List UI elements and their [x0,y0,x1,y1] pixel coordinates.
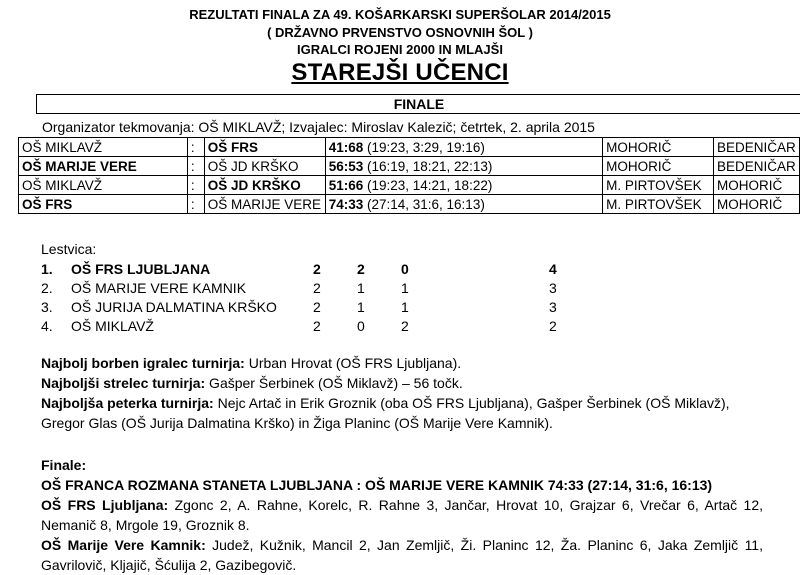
standing-wins: 0 [357,317,365,334]
final-team2-players: Judež, Kužnik, Mancil 2, Jan Zemljič, Ži. Planinc 12, Ža. Planinc 6, Jaka Zemljič 11, Gavrilovič, Kljajič, Šćulija 2, Gazibegovič. [41,537,763,573]
game-separator: : [187,195,204,214]
game-referee-1: MOHORIČ [603,157,714,176]
game-referee-2: BEDENIČAR [713,157,799,176]
standing-rank: 3. [41,298,53,315]
standing-wins: 1 [357,298,365,315]
game-row [19,195,800,214]
standing-team: OŠ FRS LJUBLJANA [71,260,211,277]
game-referee-2: MOHORIČ [713,176,799,195]
standing-rank: 2. [41,279,53,296]
game-referee-1: MOHORIČ [603,138,714,157]
standing-losses: 2 [401,317,409,334]
final-team2 [41,535,763,575]
game-referee-2: MOHORIČ [713,195,799,214]
game-home-team: OŠ MARIJE VERE [19,157,188,176]
award-five-value: Nejc Artač in Erik Groznik (oba OŠ FRS Ljubljana), Gašper Šerbinek (OŠ Miklavž), Gregor Glas (OŠ Jurija Dalmatina Krško) in Žiga Planinc (OŠ Marije Vere Kamnik). [41,395,730,431]
standing-row [41,278,569,297]
standing-games: 2 [313,317,321,334]
award-fighter-value: Urban Hrovat (OŠ FRS Ljubljana). [244,355,462,371]
header-line-2: ( DRŽAVNO PRVENSTVO OSNOVNIH ŠOL ) [267,25,533,40]
standing-wins: 2 [357,260,365,277]
standing-games: 2 [313,279,321,296]
final-game-section [41,455,763,575]
award-scorer [41,373,761,393]
final-team1-label: OŠ FRS Ljubljana: [41,497,169,513]
game-home-team: OŠ MIKLAVŽ [19,138,188,157]
game-result [325,195,602,214]
games-table [18,137,800,214]
game-quarters: (16:19, 18:21, 22:13) [366,158,493,174]
page-title: STAREJŠI UČENCI [291,59,509,86]
game-quarters: (19:23, 14:21, 18:22) [366,177,493,193]
standing-points: 4 [549,260,557,277]
header-line-3: IGRALCI ROJENI 2000 IN MLAJŠI [297,42,503,57]
standing-points: 3 [549,279,557,296]
standing-losses: 0 [401,260,409,277]
game-score: 56:53 [328,158,364,174]
game-separator: : [187,176,204,195]
game-quarters: (27:14, 31:6, 16:13) [366,196,485,212]
award-fighter-label: Najbolj borben igralec turnirja: [41,355,245,371]
final-team1 [41,495,763,535]
award-five [41,393,761,433]
game-score: 51:66 [328,177,364,193]
game-away-team: OŠ FRS [204,138,325,157]
game-referee-2: BEDENIČAR [713,138,799,157]
standing-points: 2 [549,317,557,334]
header-line-1: REZULTATI FINALA ZA 49. KOŠARKARSKI SUPERŠOLAR 2014/2015 [189,7,611,22]
award-five-label: Najboljša peterka turnirja: [41,395,214,411]
game-score: 41:68 [328,139,364,155]
game-result [325,138,602,157]
final-team2-label: OŠ Marije Vere Kamnik: [41,537,206,553]
game-result [325,176,602,195]
standings-table [41,259,569,335]
game-separator: : [187,157,204,176]
game-referee-1: M. PIRTOVŠEK [603,176,714,195]
game-result [325,157,602,176]
standing-team: OŠ JURIJA DALMATINA KRŠKO [71,298,277,315]
standing-rank: 1. [41,260,53,277]
game-row [19,176,800,195]
game-quarters: (19:23, 3:29, 19:16) [366,139,485,155]
game-home-team: OŠ MIKLAVŽ [19,176,188,195]
game-away-team: OŠ JD KRŠKO [204,176,325,195]
standing-losses: 1 [401,298,409,315]
standing-games: 2 [313,260,321,277]
game-row [19,138,800,157]
standing-losses: 1 [401,279,409,296]
game-referee-1: M. PIRTOVŠEK [603,195,714,214]
game-separator: : [187,138,204,157]
standing-rank: 4. [41,317,53,334]
award-scorer-label: Najboljši strelec turnirja: [41,375,206,391]
standings-label: Lestvica: [41,241,97,257]
standing-row [41,316,569,335]
standing-row [41,297,569,316]
awards-section [41,353,761,433]
standing-wins: 1 [357,279,365,296]
final-team1-players: Zgonc 2, A. Rahne, Korelc, R. Rahne 3, Jančar, Hrovat 10, Grajzar 6, Vrečar 6, Artač 12, Nemanič 8, Mrgole 19, Groznik 8. [41,497,763,533]
finale-box: FINALE [36,94,800,114]
standing-points: 3 [549,298,557,315]
standing-games: 2 [313,298,321,315]
standing-team: OŠ MIKLAVŽ [71,317,154,334]
game-home-team: OŠ FRS [19,195,188,214]
game-row [19,157,800,176]
final-headline: OŠ FRANCA ROZMANA STANETA LJUBLJANA : OŠ MARIJE VERE KAMNIK 74:33 (27:14, 31:6, 16:13) [41,477,713,493]
standing-team: OŠ MARIJE VERE KAMNIK [71,279,247,296]
award-scorer-value: Gašper Šerbinek (OŠ Miklavž) – 56 točk. [205,375,463,391]
game-away-team: OŠ JD KRŠKO [204,157,325,176]
game-score: 74:33 [328,196,364,212]
standing-row [41,259,569,278]
game-away-team: OŠ MARIJE VERE [204,195,325,214]
award-fighter [41,353,761,373]
final-label: Finale: [41,457,87,473]
organizer-line: Organizator tekmovanja: OŠ MIKLAVŽ; Izvajalec: Miroslav Kalezič; četrtek, 2. aprila 2015 [42,119,595,135]
